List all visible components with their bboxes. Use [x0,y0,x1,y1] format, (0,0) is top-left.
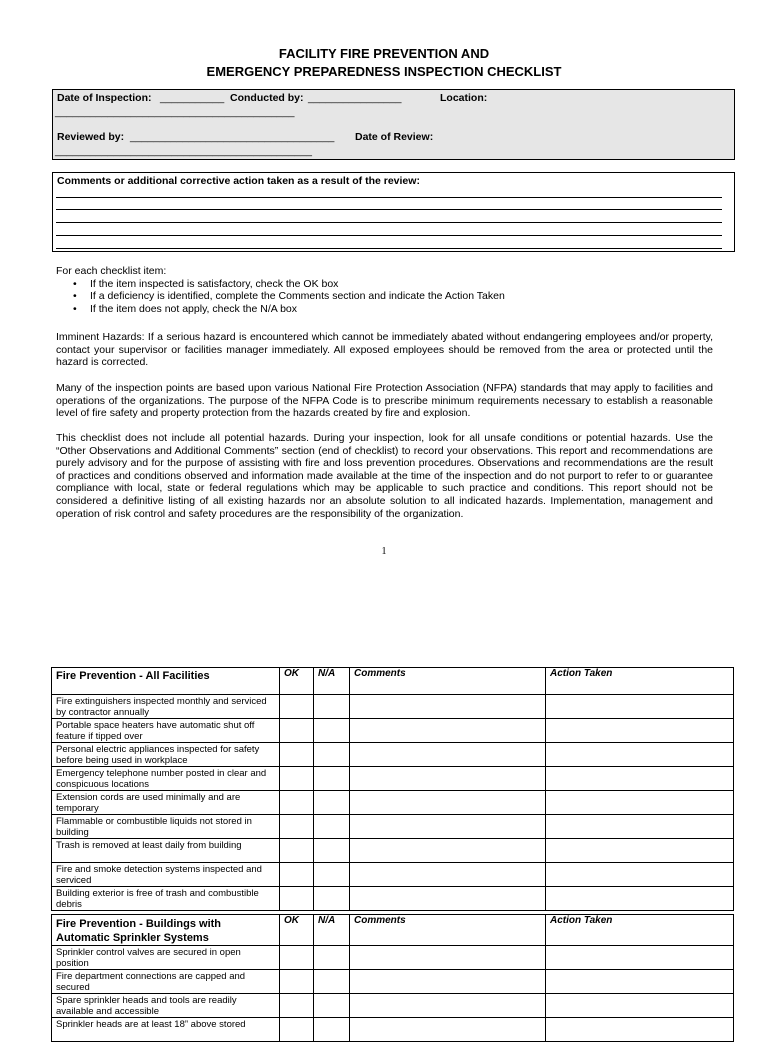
ok-cell[interactable] [280,695,314,719]
instruction-ok: • If the item inspected is satisfactory, check the OK box [90,278,713,291]
action-cell[interactable] [546,970,734,994]
comment-line [56,235,722,236]
comments-cell[interactable] [350,970,546,994]
review-comments-label: Comments or additional corrective action taken as a result of the review: [57,175,420,187]
ok-cell[interactable] [280,815,314,839]
table-row [52,946,734,970]
na-cell[interactable] [314,695,350,719]
action-column-header: Action Taken [546,668,734,695]
comments-cell[interactable] [350,767,546,791]
action-cell[interactable] [546,695,734,719]
comment-line [56,197,722,198]
na-cell[interactable] [314,815,350,839]
comments-cell[interactable] [350,743,546,767]
action-cell[interactable] [546,994,734,1018]
table-row [52,719,734,743]
date-of-review-field[interactable]: ____________________________________________ [55,145,312,157]
conducted-by-label: Conducted by: [230,92,304,104]
ok-cell[interactable] [280,743,314,767]
table-row [52,839,734,863]
location-field[interactable]: _________________________________________ [55,106,295,118]
disclaimer-paragraph: This checklist does not include all potential hazards. During your inspection, look for all unsafe conditions or potential hazards. Use the “Other Observations and Additional Comments” section (end of checklist) to record your observations. This report and recommendations are purely advisory and for the purpose of assisting with fire and loss prevention procedures. Observations and recommendations are the result of practices and conditions observed and information made available at the time of the inspection and do not purport to refer to or guarantee compliance with local, state or federal regulations which may be applicable to such practice and conditions. This report should not be considered a definitive listing of all existing hazards nor an absolute solution to all indicated hazards. Implementation, management and operation of risk control and safety procedures are the responsibility of the organization. [56,432,713,520]
section-title: Fire Prevention - All Facilities [52,668,280,695]
imminent-hazards-paragraph: Imminent Hazards: If a serious hazard is encountered which cannot be immediately abated without endangering employees and/or property, contact your supervisor or facilities manager immediately. All exposed employees should be removed from the area or protected until the hazard is corrected. [56,331,713,369]
checklist-item: Emergency telephone number posted in clear and conspicuous locations [52,767,280,791]
checklist-item: Portable space heaters have automatic shut off feature if tipped over [52,719,280,743]
na-cell[interactable] [314,743,350,767]
comments-cell[interactable] [350,862,546,886]
date-of-review-label: Date of Review: [355,131,434,143]
checklist-item: Fire extinguishers inspected monthly and serviced by contractor annually [52,695,280,719]
action-cell[interactable] [546,862,734,886]
ok-cell[interactable] [280,719,314,743]
checklist-table-sprinkler-systems [51,914,734,1042]
table-row [52,886,734,910]
comments-column-header: Comments [350,668,546,695]
na-column-header: N/A [314,668,350,695]
na-cell[interactable] [314,970,350,994]
table-row [52,815,734,839]
action-cell[interactable] [546,791,734,815]
na-cell[interactable] [314,886,350,910]
ok-cell[interactable] [280,970,314,994]
checklist-item: Trash is removed at least daily from building [52,839,280,863]
action-cell[interactable] [546,743,734,767]
comments-cell[interactable] [350,946,546,970]
action-cell[interactable] [546,719,734,743]
ok-cell[interactable] [280,886,314,910]
action-cell[interactable] [546,767,734,791]
comment-line [56,209,722,210]
table-row [52,970,734,994]
ok-column-header: OK [280,915,314,946]
action-cell[interactable] [546,815,734,839]
action-cell[interactable] [546,886,734,910]
comments-column-header: Comments [350,915,546,946]
instruction-bullets [56,278,713,316]
instruction-deficiency: • If a deficiency is identified, complete the Comments section and indicate the Action Taken [90,290,713,303]
comments-cell[interactable] [350,695,546,719]
comments-cell[interactable] [350,815,546,839]
ok-cell[interactable] [280,1018,314,1042]
comment-line [56,222,722,223]
na-cell[interactable] [314,994,350,1018]
action-cell[interactable] [546,1018,734,1042]
table-row [52,994,734,1018]
ok-column-header: OK [280,668,314,695]
comments-cell[interactable] [350,839,546,863]
action-cell[interactable] [546,839,734,863]
comments-cell[interactable] [350,1018,546,1042]
nfpa-paragraph: Many of the inspection points are based upon various National Fire Protection Association (NFPA) standards that may apply to facilities and operations of the organizations. The purpose of the NFPA Code is to prescribe minimum requirements necessary to establish a reasonable level of fire safety and property protection from the hazards created by fire and explosion. [56,382,713,420]
checklist-instructions [56,265,713,315]
checklist-item: Sprinkler control valves are secured in open position [52,946,280,970]
checklist-item: Building exterior is free of trash and combustible debris [52,886,280,910]
instruction-na: • If the item does not apply, check the N/A box [90,303,713,316]
location-label: Location: [440,92,488,104]
table-header-row [52,668,734,695]
comments-cell[interactable] [350,719,546,743]
table-row [52,1018,734,1042]
table-row [52,743,734,767]
checklist-item: Flammable or combustible liquids not stored in building [52,815,280,839]
comments-cell[interactable] [350,886,546,910]
checklist-table-all-facilities [51,667,734,911]
comment-line [56,248,722,249]
ok-cell[interactable] [280,767,314,791]
inspection-info-box [52,89,735,160]
reviewed-by-field[interactable]: ___________________________________ [130,131,335,143]
table-row [52,791,734,815]
checklist-item: Fire department connections are capped and secured [52,970,280,994]
checklist-item: Fire and smoke detection systems inspected and serviced [52,862,280,886]
ok-cell[interactable] [280,791,314,815]
na-column-header: N/A [314,915,350,946]
conducted-by-field[interactable]: ________________ [308,92,402,104]
review-comments-box[interactable] [52,172,735,252]
ok-cell[interactable] [280,946,314,970]
comments-cell[interactable] [350,994,546,1018]
instructions-intro: For each checklist item: [56,265,167,277]
table-row [52,767,734,791]
na-cell[interactable] [314,839,350,863]
table-row [52,695,734,719]
checklist-item: Extension cords are used minimally and are temporary [52,791,280,815]
comments-cell[interactable] [350,791,546,815]
ok-cell[interactable] [280,994,314,1018]
document-title-line1: FACILITY FIRE PREVENTION AND [278,46,490,61]
date-of-inspection-field[interactable]: ___________ [160,92,225,104]
na-cell[interactable] [314,791,350,815]
checklist-item: Sprinkler heads are at least 18” above stored [52,1018,280,1042]
na-cell[interactable] [314,719,350,743]
section-title: Fire Prevention - Buildings with Automatic Sprinkler Systems [52,915,280,946]
na-cell[interactable] [314,946,350,970]
reviewed-by-label: Reviewed by: [57,131,125,143]
ok-cell[interactable] [280,862,314,886]
document-title-line2: EMERGENCY PREPAREDNESS INSPECTION CHECKLIST [206,64,562,79]
table-row [52,862,734,886]
table-header-row [52,915,734,946]
action-cell[interactable] [546,946,734,970]
na-cell[interactable] [314,862,350,886]
ok-cell[interactable] [280,839,314,863]
date-of-inspection-label: Date of Inspection: [57,92,152,104]
checklist-item: Personal electric appliances inspected for safety before being used in workplace [52,743,280,767]
action-column-header: Action Taken [546,915,734,946]
na-cell[interactable] [314,767,350,791]
checklist-item: Spare sprinkler heads and tools are readily available and accessible [52,994,280,1018]
page-number: 1 [381,546,387,557]
na-cell[interactable] [314,1018,350,1042]
